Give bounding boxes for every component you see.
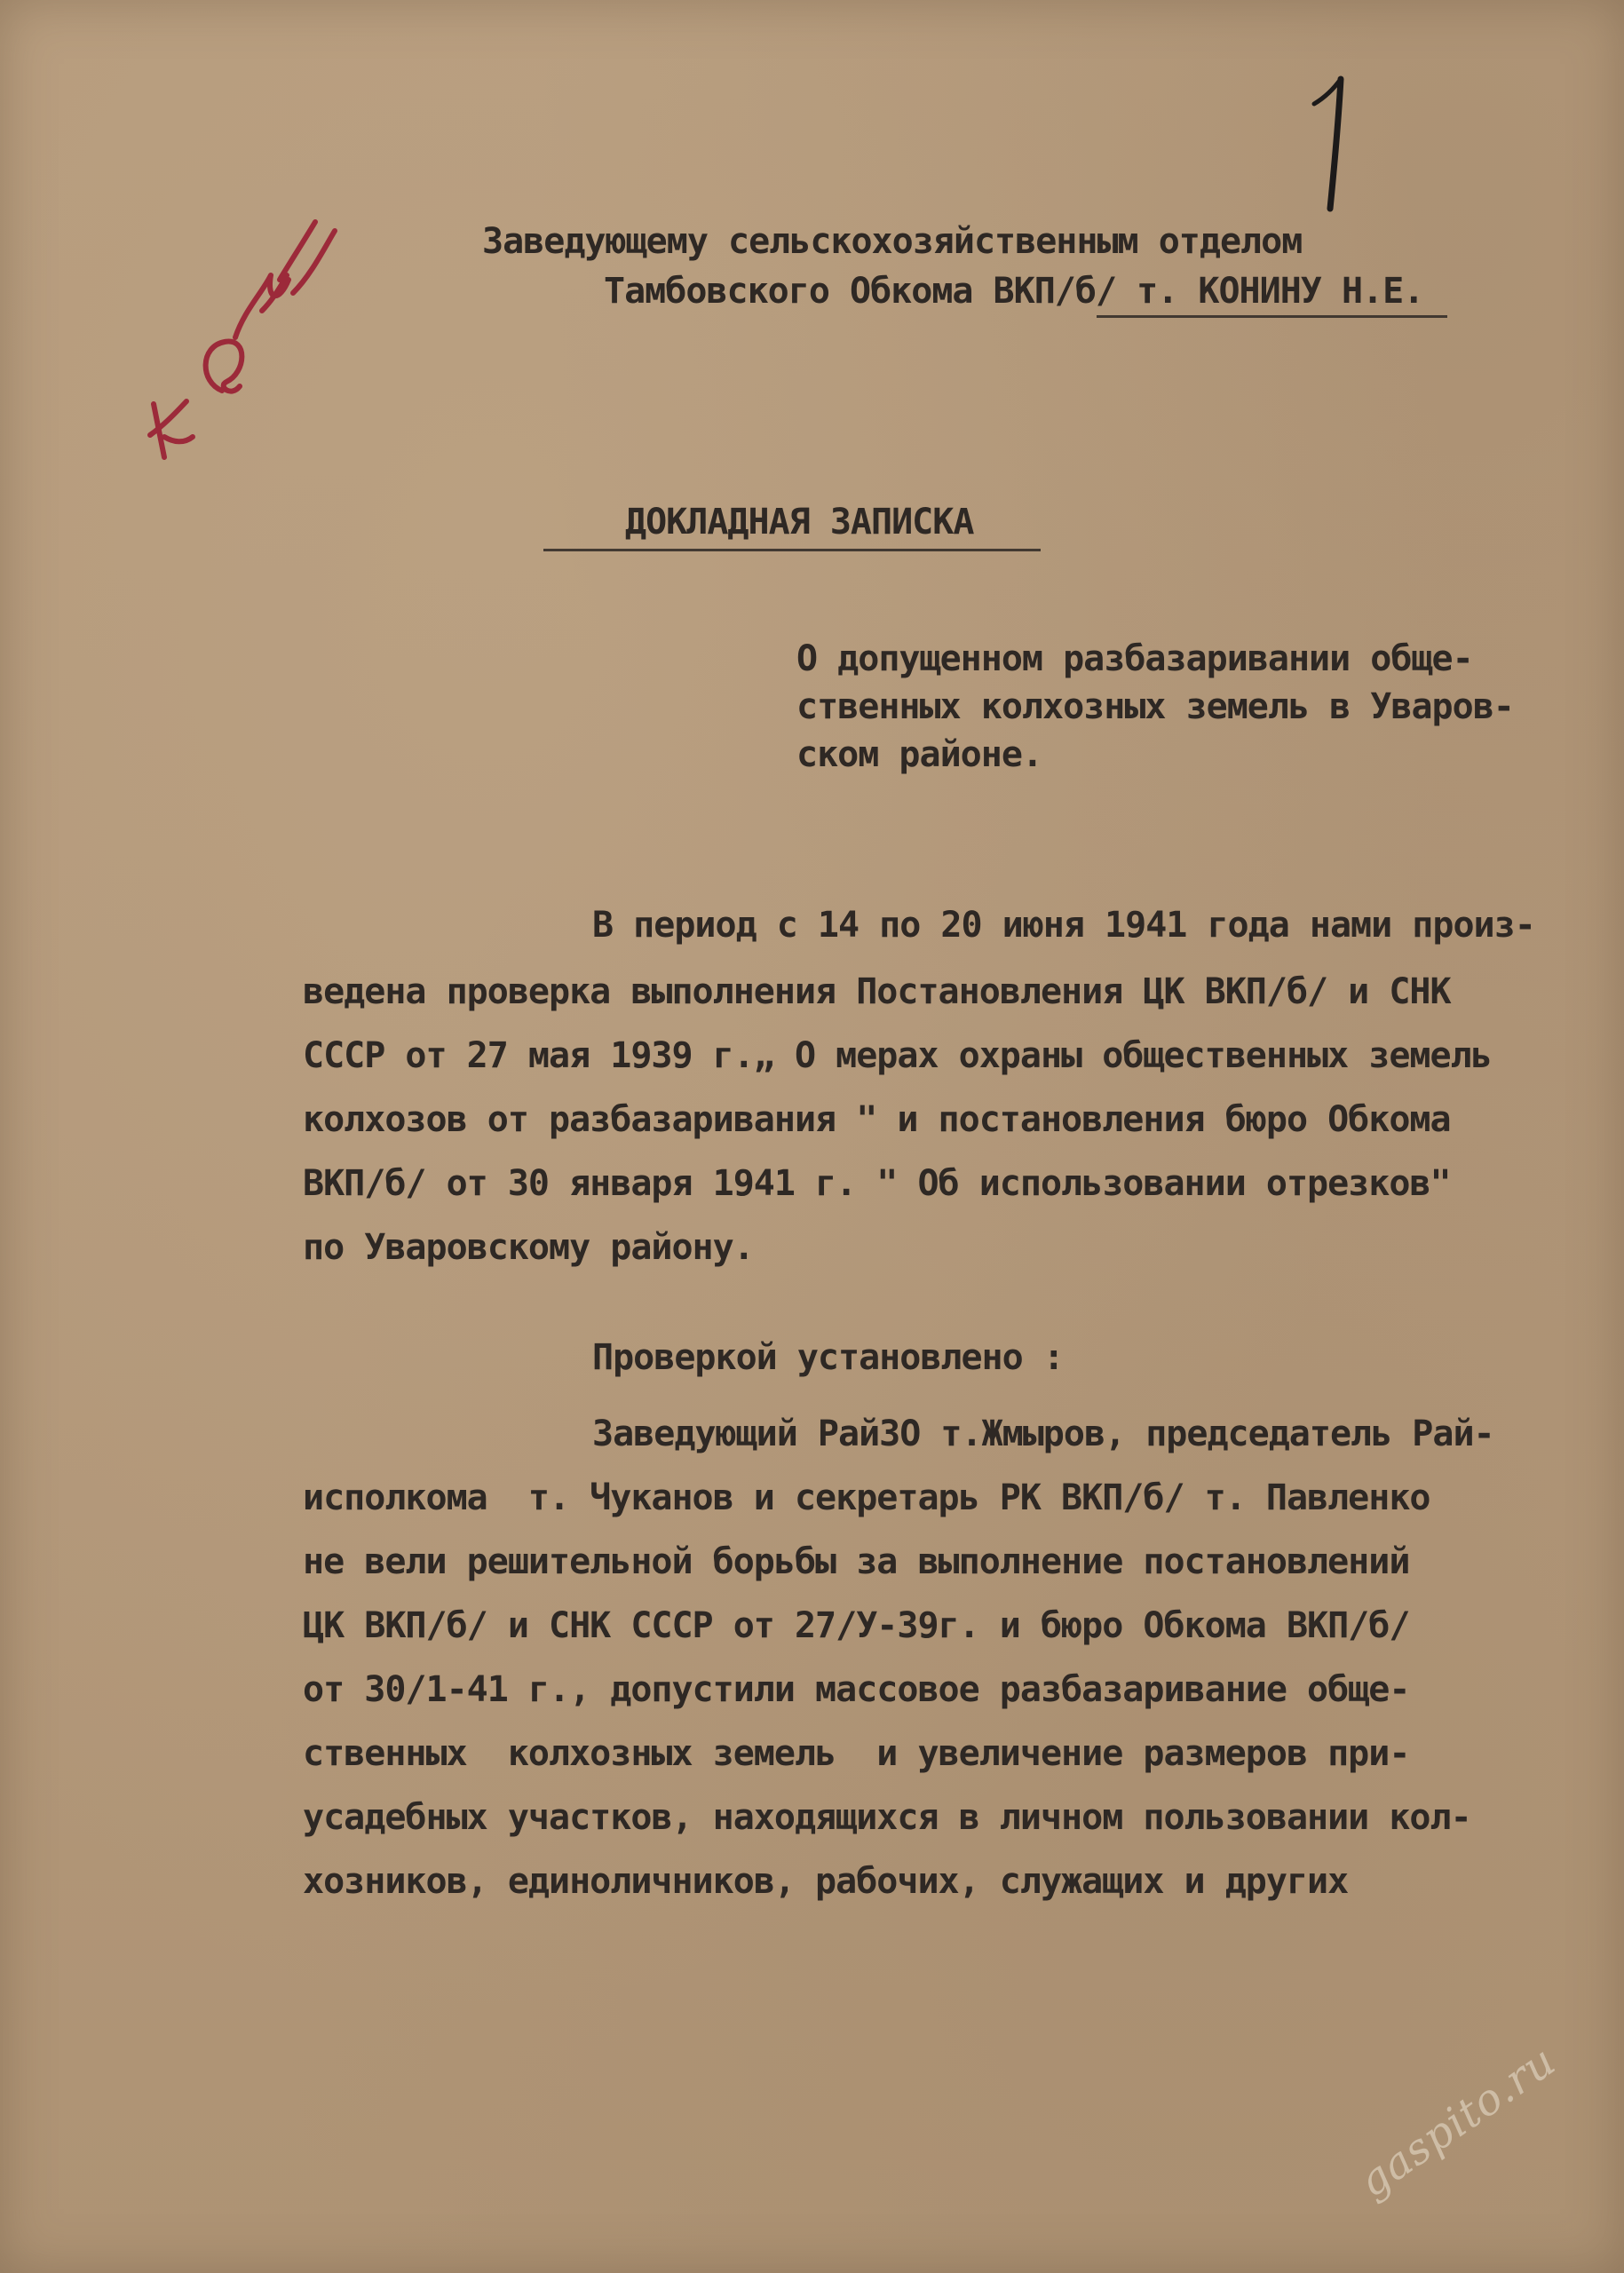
paragraph-2-line-7: усадебных участков, находящихся в личном пользовании кол-: [303, 1797, 1471, 1838]
paragraph-2-line-3: не вели решительной борьбы за выполнение постановлений: [303, 1541, 1410, 1582]
paragraph-1-line-4: колхозов от разбазаривания " и постановления бюро Обкома: [303, 1099, 1451, 1140]
paragraph-2-line-5: от 30/1-41 г., допустили массовое разбазаривание обще-: [303, 1669, 1410, 1710]
paragraph-1-line-6: по Уваровскому району.: [303, 1227, 754, 1268]
paragraph-2-line-1: Заведующий РайЗО т.Жмыров, председатель Рай-: [592, 1414, 1494, 1454]
paragraph-2-line-6: ственных колхозных земель и увеличение размеров при-: [303, 1733, 1410, 1774]
site-watermark: gaspito.ru: [1350, 2035, 1565, 2207]
paragraph-1-line-3: СССР от 27 мая 1939 г.„ О мерах охраны общественных земель: [303, 1035, 1492, 1076]
addressee-line-1: Заведующему сельскохозяйственным отделом: [482, 221, 1303, 262]
subject-line-3: ском районе.: [796, 734, 1042, 775]
addressee-underline: [1097, 315, 1447, 318]
paragraph-2-line-4: ЦК ВКП/б/ и СНК СССР от 27/У-39г. и бюро Обкома ВКП/б/: [303, 1605, 1410, 1646]
paragraph-1-line-5: ВКП/б/ от 30 января 1941 г. " Об использовании отрезков": [303, 1163, 1451, 1204]
archive-page-number: [1305, 75, 1359, 213]
paragraph-2-line-2: исполкома т. Чуканов и секретарь РК ВКП/б/ т. Павленко: [303, 1477, 1430, 1518]
addressee-line-2: Тамбовского Обкома ВКП/б/ т. КОНИНУ Н.Е.: [604, 271, 1424, 312]
paragraph-1-line-2: ведена проверка выполнения Постановления ЦК ВКП/б/ и СНК: [303, 971, 1451, 1012]
findings-heading: Проверкой установлено :: [592, 1337, 1064, 1378]
margin-note-handwritten: [138, 204, 342, 462]
subject-line-1: О допущенном разбазаривании обще-: [796, 638, 1473, 679]
document-title: ДОКЛАДНАЯ ЗАПИСКА: [625, 502, 974, 543]
paragraph-2-line-8: хозников, единоличников, рабочих, служащих и других: [303, 1861, 1349, 1902]
paragraph-1-line-1: В период с 14 по 20 июня 1941 года нами произ-: [592, 905, 1535, 946]
title-underline: [543, 549, 1041, 551]
subject-line-2: ственных колхозных земель в Уваров-: [796, 686, 1514, 727]
